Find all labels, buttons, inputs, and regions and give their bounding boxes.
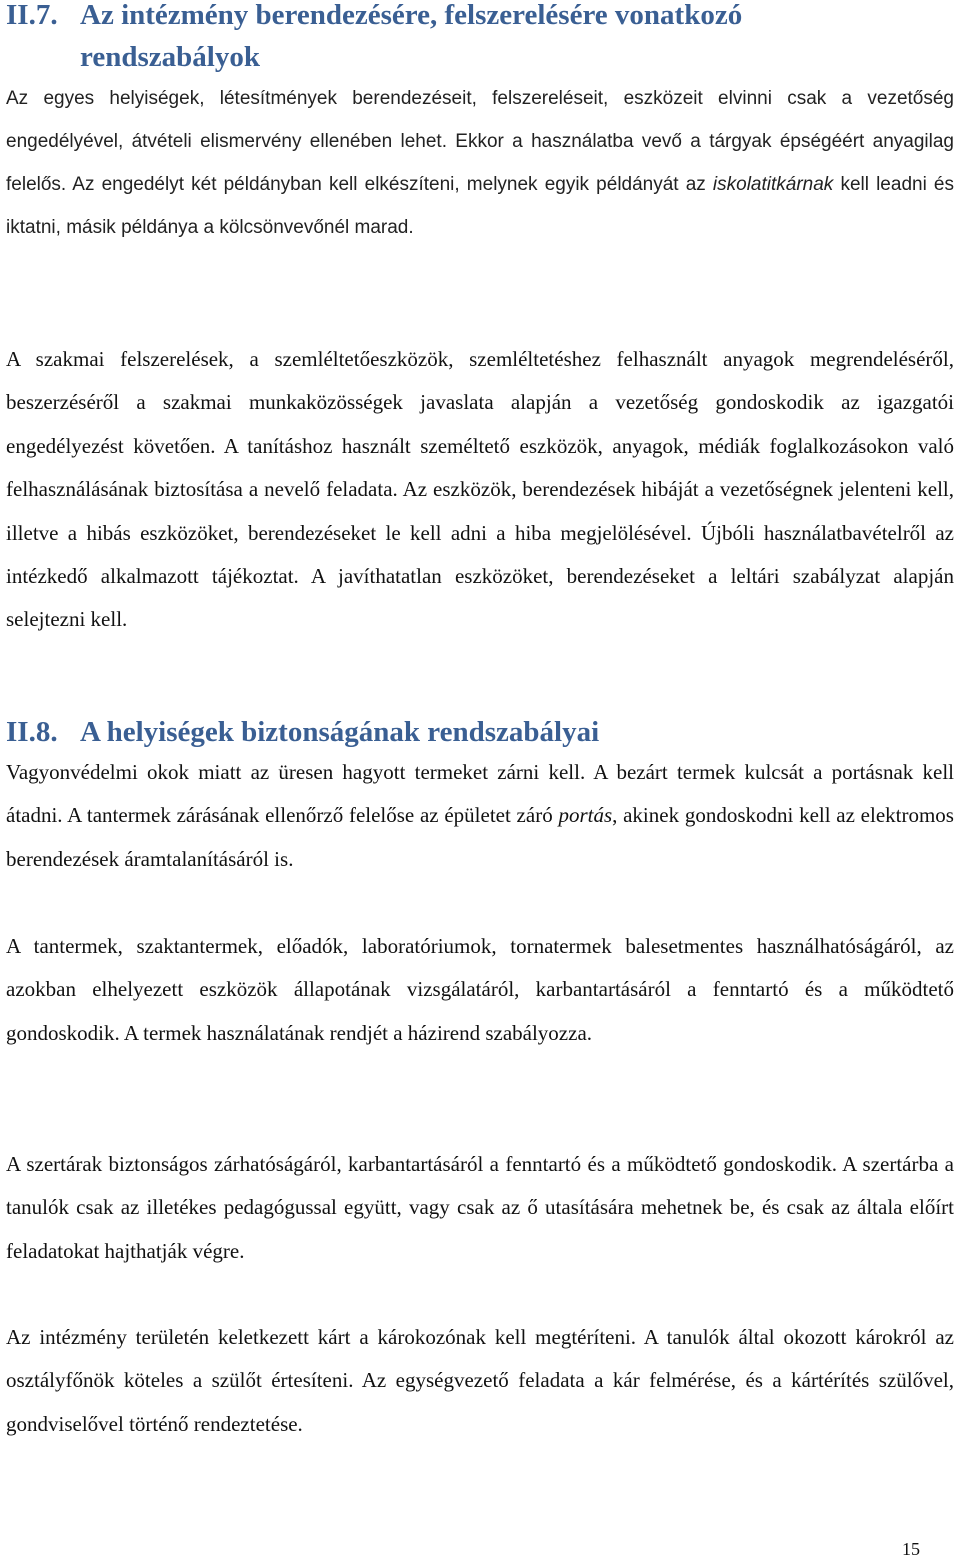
emphasis-portas: portás (558, 803, 613, 828)
section-title-line2: rendszabályok (80, 41, 260, 73)
emphasis-iskolatitkar: iskolatitkárnak (712, 174, 834, 195)
paragraph-professional-equipment: A szakmai felszerelések, a szemléltetőeszközök, szemléltetéshez felhasznált anyagok megrendeléséről, beszerzéséről a szakmai munkaközösségek javaslata alapján a vezetőség gondoskodik az igazgatói engedélyezést követően. A tanításhoz használt személtető eszközök, anyagok, médiák foglalkozásokon való felhasználásának biztosítása a nevelő feladata. Az eszközök, berendezések hibáját a vezetőségnek jelenteni kell, illetve a hibás eszközöket, berendezéseket le kell adni a hiba megjelölésével. Újbóli használatbavételről az intézkedő alkalmazott tájékoztat. A javíthatatlan eszközöket, berendezéseket a leltári szabályzat alapján selejtezni kell. (6, 347, 954, 632)
paragraph-room-locking: Vagyonvédelmi okok miatt az üresen hagyott termeket zárni kell. A bezárt termek kulcsát a portásnak kell átadni. A tantermek zárásának ellenőrző felelőse az épületet záró portás, akinek gondoskodni kell az elektromos berendezések áramtalanításáról is. (6, 760, 954, 871)
section-title-line1: Az intézmény berendezésére, felszerelésére vonatkozó (80, 0, 743, 31)
section-number: II.7. (6, 0, 58, 31)
section-heading-ii8 (6, 711, 599, 753)
page-number: 15 (902, 1539, 920, 1559)
section-heading-ii7 (6, 0, 742, 78)
paragraph-damages: Az intézmény területén keletkezett kárt a károkozónak kell megtéríteni. A tanulók által okozott károkról az osztályfőnök köteles a szülőt értesíteni. Az egységvezető feladata a kár felmérése, és a kártérítés szülővel, gondviselővel történő rendeztetése. (6, 1325, 954, 1436)
paragraph-classroom-safety: A tantermek, szaktantermek, előadók, laboratóriumok, tornatermek balesetmentes használhatóságáról, az azokban elhelyezett eszközök állapotának vizsgálatáról, karbantartásáról a fenntartó és a működtető gondoskodik. A termek használatának rendjét a házirend szabályozza. (6, 934, 954, 1045)
paragraph-storage-rooms: A szertárak biztonságos zárhatóságáról, karbantartásáról a fenntartó és a működtető gondoskodik. A szertárba a tanulók csak az illetékes pedagógussal együtt, vagy csak az ő utasítására mehetnek be, és csak az általa előírt feladatokat hajthatják végre. (6, 1152, 954, 1263)
paragraph-equipment-lending: Az egyes helyiségek, létesítmények berendezéseit, felszereléseit, eszközeit elvinni csak a vezetőség engedélyével, átvételi elismervény ellenében lehet. Ekkor a használatba vevő a tárgyak épségéért anyagilag felelős. Az engedélyt két példányban kell elkészíteni, melynek egyik példányát az iskolatitkárnak kell leadni és iktatni, másik példánya a kölcsönvevőnél marad. (6, 88, 954, 238)
section-title: A helyiségek biztonságának rendszabályai (80, 716, 600, 748)
section-number: II.8. (6, 716, 58, 748)
